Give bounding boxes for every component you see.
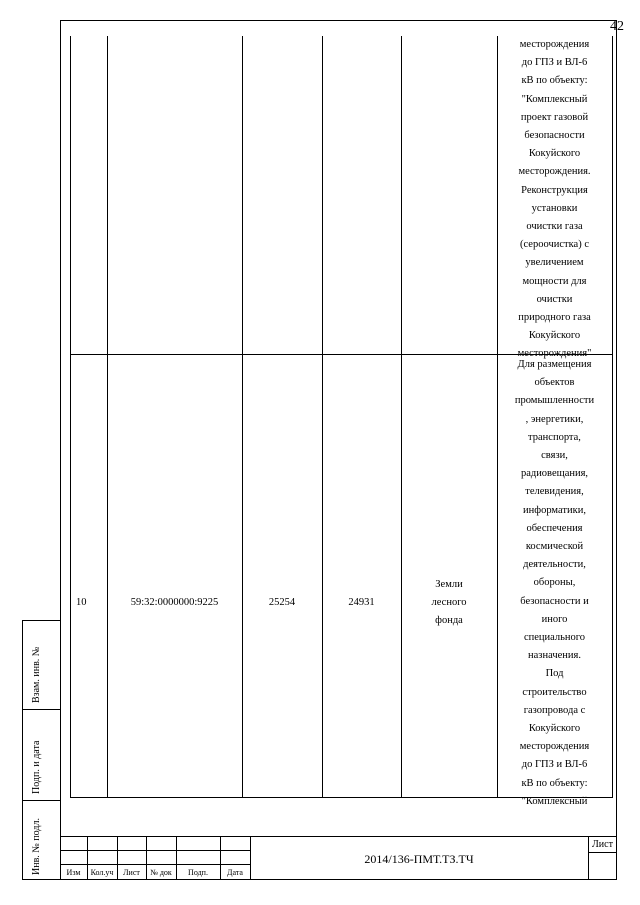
stamp-sign-date [22,709,61,801]
area-cell: 24931 [348,597,375,608]
page-number: 42 [610,19,624,34]
titleblock-col-izm: Изм [66,868,81,877]
purpose-cell-continued: месторождения до ГПЗ и ВЛ-6 кВ по объекту: "Комплексный проект газовой безопасности Кокуйского месторождения. Реконструкция установки очистки газа (сероочистка) с увеличением мощности для очистки природного газа Кокуйского месторождения" [517,39,592,360]
table-border-left [70,36,71,798]
table-border-right [612,36,613,798]
document-code: 2014/136-ПМТ.ТЗ.ТЧ [364,852,474,866]
titleblock-row-line [60,850,250,851]
stamp-label: Подп. и дата [31,740,42,794]
row-number-cell: 10 [76,597,87,608]
titleblock-top-border [60,836,617,837]
col-divider [322,36,323,798]
titleblock-sheet-line [588,852,617,853]
titleblock-row-line [60,864,250,865]
stamp-inv-vzam [22,620,61,710]
stamp-label: Взам. инв. № [31,646,42,703]
stamp-label: Инв. № подл. [31,818,42,875]
land-category-cell: Земли лесного фонда [431,579,467,627]
area-cell: 25254 [268,597,296,608]
titleblock-col-kol: Кол.уч [90,868,114,877]
land-plots-table [70,36,613,807]
purpose-cell: Для размещения объектов промышленности , энергетики, транспорта, связи, радиовещания, телевидения, информатики, обеспечения космической деятельности, обороны, безопасности и иного специального назначения. Под строительство газопровода с Кокуйского месторождения до ГПЗ и ВЛ-6 кВ по объекту: "Комплексный [514,359,595,807]
stamp-inv-podl [22,800,61,880]
titleblock-col-data: Дата [227,868,243,877]
titleblock-col-podp: Подп. [188,868,208,877]
col-divider [242,36,243,798]
cadastral-number-cell: 59:32:0000000:9225 [130,597,219,608]
col-divider [107,36,108,798]
col-divider [401,36,402,798]
titleblock-col-ndok: № док [150,868,172,877]
titleblock-col-list: Лист [123,868,140,877]
sheet-label: Лист [592,839,613,850]
